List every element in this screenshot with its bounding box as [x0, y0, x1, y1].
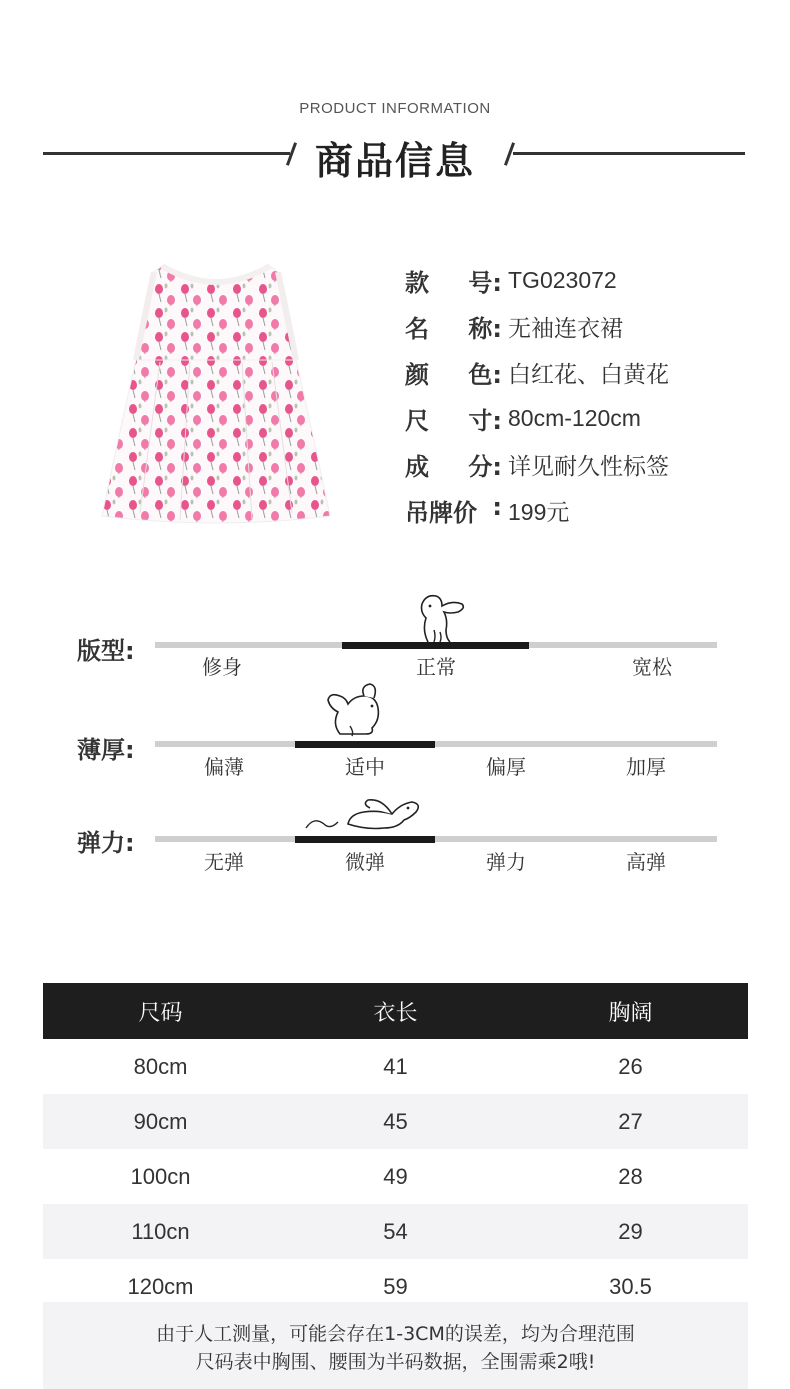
info-label: 成 分:	[405, 452, 502, 481]
info-row-material	[405, 449, 669, 479]
note-line-2: 尺码表中胸围、腰围为半码数据，全围需乘2哦!	[195, 1351, 596, 1373]
thickness-option-thin: 偏薄	[204, 755, 244, 779]
table-row	[43, 1204, 748, 1259]
cell-length: 59	[383, 1273, 408, 1299]
cell-length: 49	[383, 1163, 408, 1189]
table-row	[43, 1094, 748, 1149]
info-row-style-no	[405, 265, 617, 295]
thickness-bar-track	[155, 741, 717, 747]
cell-length: 45	[278, 1094, 513, 1149]
table-row	[43, 1149, 748, 1204]
thickness-option-thick: 偏厚	[486, 755, 526, 779]
title-divider-right	[513, 152, 745, 155]
rabbit-sitting-icon	[326, 682, 386, 738]
thickness-bar-selected	[295, 741, 435, 748]
info-row-name	[405, 311, 623, 341]
info-value-price: 199元	[508, 498, 570, 525]
info-value-material: 详见耐久性标签	[508, 452, 669, 479]
elasticity-option-slight: 微弹	[345, 850, 385, 874]
info-value-style-no: TG023072	[508, 266, 617, 293]
cell-size: 120cm	[127, 1273, 194, 1299]
cell-chest: 26	[618, 1053, 643, 1079]
cell-length: 41	[383, 1053, 408, 1079]
info-row-size	[405, 403, 641, 433]
section-title: 商品信息	[314, 139, 475, 183]
header-chest: 胸阔	[513, 983, 748, 1039]
thickness-option-extra-thick: 加厚	[626, 755, 666, 779]
thickness-label: 薄厚:	[77, 736, 135, 764]
cell-chest: 27	[513, 1094, 748, 1149]
size-table	[43, 983, 748, 1314]
fit-option-regular: 正常	[416, 655, 456, 679]
elasticity-label: 弹力:	[77, 829, 135, 857]
info-label: 尺 寸:	[405, 406, 502, 435]
elasticity-option-stretch: 弹力	[486, 850, 526, 874]
rabbit-leaping-icon	[304, 792, 422, 834]
cell-size: 100cn	[130, 1163, 191, 1189]
info-row-price	[405, 492, 570, 527]
elasticity-bar-selected	[295, 836, 435, 843]
thickness-option-medium: 适中	[345, 755, 385, 779]
cell-size: 110cn	[43, 1204, 278, 1259]
info-label: 颜 色:	[405, 360, 502, 389]
section-subtitle: PRODUCT INFORMATION	[299, 100, 491, 117]
table-row	[43, 1039, 748, 1094]
info-value-size: 80cm-120cm	[508, 404, 641, 431]
info-label: 款 号:	[405, 268, 502, 297]
fit-label: 版型:	[77, 637, 135, 665]
elasticity-option-high: 高弹	[626, 850, 666, 874]
info-label: 名 称:	[405, 314, 502, 343]
header-length: 衣长	[278, 983, 513, 1039]
info-value-name: 无袖连衣裙	[508, 314, 623, 341]
dress-product-image	[100, 258, 332, 528]
fit-option-slim: 修身	[202, 655, 242, 679]
info-row-color	[405, 357, 669, 387]
cell-chest: 29	[513, 1204, 748, 1259]
elasticity-option-none: 无弹	[204, 850, 244, 874]
table-header-row	[43, 983, 748, 1039]
info-value-color: 白红花、白黄花	[508, 360, 669, 387]
fit-option-loose: 宽松	[632, 655, 672, 679]
rabbit-standing-icon	[412, 590, 468, 644]
cell-length: 54	[278, 1204, 513, 1259]
info-label: 吊牌价 :	[405, 492, 502, 527]
elasticity-bar-track	[155, 836, 717, 842]
measurement-note	[43, 1302, 748, 1389]
note-line-1: 由于人工测量，可能会存在1-3CM的误差，均为合理范围	[156, 1323, 635, 1345]
cell-size: 80cm	[133, 1053, 188, 1079]
cell-chest: 28	[618, 1163, 643, 1189]
cell-chest: 30.5	[609, 1273, 652, 1299]
cell-size: 90cm	[43, 1094, 278, 1149]
header-size: 尺码	[43, 983, 278, 1039]
